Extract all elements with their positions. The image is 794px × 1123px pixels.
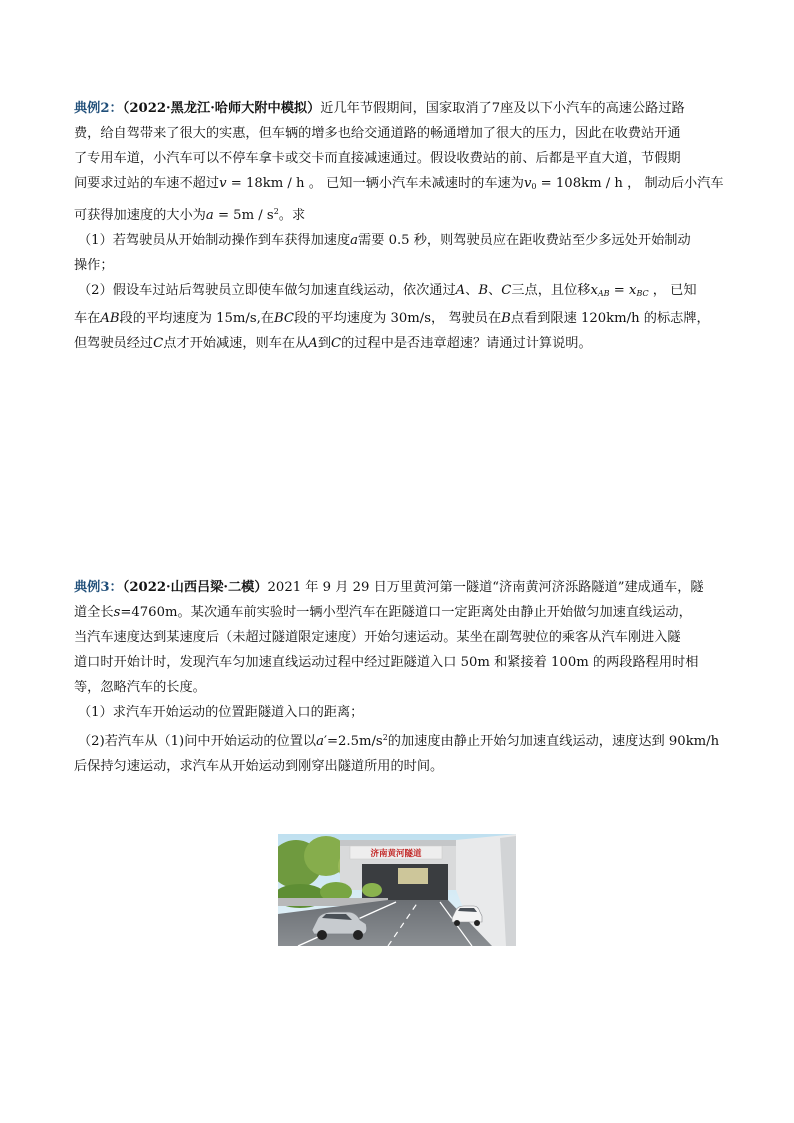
ex2-q2-line-1 (74, 278, 724, 306)
ex2-q2-line-3 (74, 331, 724, 356)
subscript: 0 (531, 182, 537, 191)
ex3-q2-text: ′=2.5m/s (323, 734, 383, 749)
symbol-x: x (590, 283, 598, 298)
ex3-line-5: 等，忽略汽车的长度。 (74, 680, 206, 695)
point-a: A (308, 336, 318, 351)
ex3-q2-text: （2)若汽车从（1)问中开始运动的位置以 (78, 734, 317, 749)
symbol-a: a (316, 734, 324, 749)
ex2-q2-text: 、 (488, 283, 502, 298)
symbol-v: v (219, 176, 227, 191)
symbol-a: a (205, 208, 214, 223)
ex2-line-1 (74, 96, 724, 121)
ex3-q2-line-1 (74, 725, 724, 754)
ex2-q2-text: 车在 (74, 311, 101, 326)
ex2-q2-text: 到 (317, 336, 331, 351)
ex2-q2-text: 点看到限速 120km/h 的标志牌， (510, 311, 710, 326)
ex2-text: = 5m / s (213, 208, 274, 223)
ex3-text: 道全长 (74, 605, 114, 620)
ex2-text: = 108km / h ， 制动后小汽车 (536, 176, 724, 191)
segment-bc: BC (273, 311, 295, 326)
segment-ab: AB (100, 311, 120, 326)
subscript: AB (597, 289, 610, 298)
ex2-line-3: 了专用车道，小汽车可以不停车拿卡或交卡而直接减速通过。假设收费站的前、后都是平直大道，节假期 (74, 151, 681, 166)
ex3-label: 典例3： (74, 580, 123, 595)
subscript: BC (636, 289, 649, 298)
tunnel-illustration (278, 834, 516, 946)
example-2 (74, 96, 724, 356)
ex2-line-2: 费，给自驾带来了很大的实惠，但车辆的增多也给交通道路的畅通增加了很大的压力，因此在收费站开通 (74, 126, 681, 141)
ex2-q2-text: ， 已知 (648, 283, 697, 298)
example-3 (74, 575, 724, 779)
ex2-q2-text: 段的平均速度为 30m/s， 驾驶员在 (294, 311, 502, 326)
tunnel-light (398, 868, 428, 884)
ex3-line-1 (74, 575, 724, 600)
tunnel-sign-text: 济南黄河隧道 (370, 849, 422, 859)
point-b: B (501, 311, 511, 326)
ex3-q1: （1）求汽车开始运动的位置距隧道入口的距离； (78, 705, 364, 720)
ex2-q2-text: 的过程中是否违章超速？请通过计算说明。 (341, 336, 592, 351)
ex3-line-3: 当汽车速度达到某速度后（未超过隧道限定速度）开始匀速运动。某坐在副驾驶位的乘客从汽车刚进入隧 (74, 630, 681, 645)
ex2-q2-text: 段的平均速度为 15m/s,在 (119, 311, 274, 326)
ex3-q2-text: 的加速度由静止开始匀加速直线运动，速度达到 90km/h (387, 734, 720, 749)
point-b: B (478, 283, 489, 298)
ex2-q2-line-2 (74, 306, 724, 331)
ex3-line-2 (74, 600, 724, 625)
ex2-line-4 (74, 171, 724, 199)
ex2-q2-text: 三点，且位移 (511, 283, 591, 298)
ex2-q2-text: 但驾驶员经过 (74, 336, 154, 351)
tunnel-photo (278, 834, 516, 946)
ex2-q2-text: （2）假设车过站后驾驶员立即使车做匀加速直线运动，依次通过 (78, 283, 456, 298)
ex2-q1-line-1 (74, 228, 724, 253)
portal-cap (340, 840, 456, 846)
shrub (362, 883, 382, 897)
ex2-text: 。求 (278, 208, 306, 223)
ex2-q1-line-2: 操作； (74, 258, 114, 273)
ex3-line-4: 道口时开始计时，发现汽车匀加速直线运动过程中经过距隧道入口 50m 和紧接着 100m 的两段路程用时相 (74, 655, 699, 670)
point-a: A (455, 283, 466, 298)
ex2-q2-text: 点才开始减速，则车在从 (163, 336, 309, 351)
ex2-label: 典例2： (74, 101, 123, 116)
ex2-line-5 (74, 199, 724, 228)
ex2-q1-text: 需要 0.5 秒，则驾驶员应在距收费站至少多远处开始制动 (358, 233, 691, 248)
point-c: C (331, 336, 342, 351)
ex2-text: 可获得加速度的大小为 (74, 208, 206, 223)
symbol-x: x (629, 283, 637, 298)
symbol-v0: v (523, 176, 532, 191)
ex2-q2-text: 、 (465, 283, 479, 298)
ex2-text: 近几年节假期间，国家取消了7座及以下小汽车的高速公路过路 (320, 101, 685, 116)
superscript: 2 (273, 207, 279, 216)
ex2-text: 间要求过站的车速不超过 (74, 176, 220, 191)
ex3-text: =4760m。某次通车前实验时一辆小型汽车在距隧道口一定距离处由静止开始做匀加速直线运动， (120, 605, 692, 620)
superscript: 2 (382, 733, 388, 742)
symbol-s: s (113, 605, 121, 620)
point-c: C (153, 336, 164, 351)
ex3-source: （2022·山西吕梁·二模） (122, 580, 268, 595)
point-c: C (501, 283, 512, 298)
ex2-text: = 18km / h 。 已知一辆小汽车未减速时的车速为 (226, 176, 524, 191)
ex2-q2-text: = (609, 283, 629, 298)
ex2-source: （2022·黑龙江·哈师大附中模拟） (122, 101, 321, 116)
symbol-a: a (350, 233, 359, 248)
ex3-text: 2021 年 9 月 29 日万里黄河第一隧道“济南黄河济泺路隧道”建成通车，隧 (267, 580, 704, 595)
ex2-q1-text: （1）若驾驶员从开始制动操作到车获得加速度 (78, 233, 351, 248)
ex3-q2-line-2: 后保持匀速运动，求汽车从开始运动到刚穿出隧道所用的时间。 (74, 759, 444, 774)
